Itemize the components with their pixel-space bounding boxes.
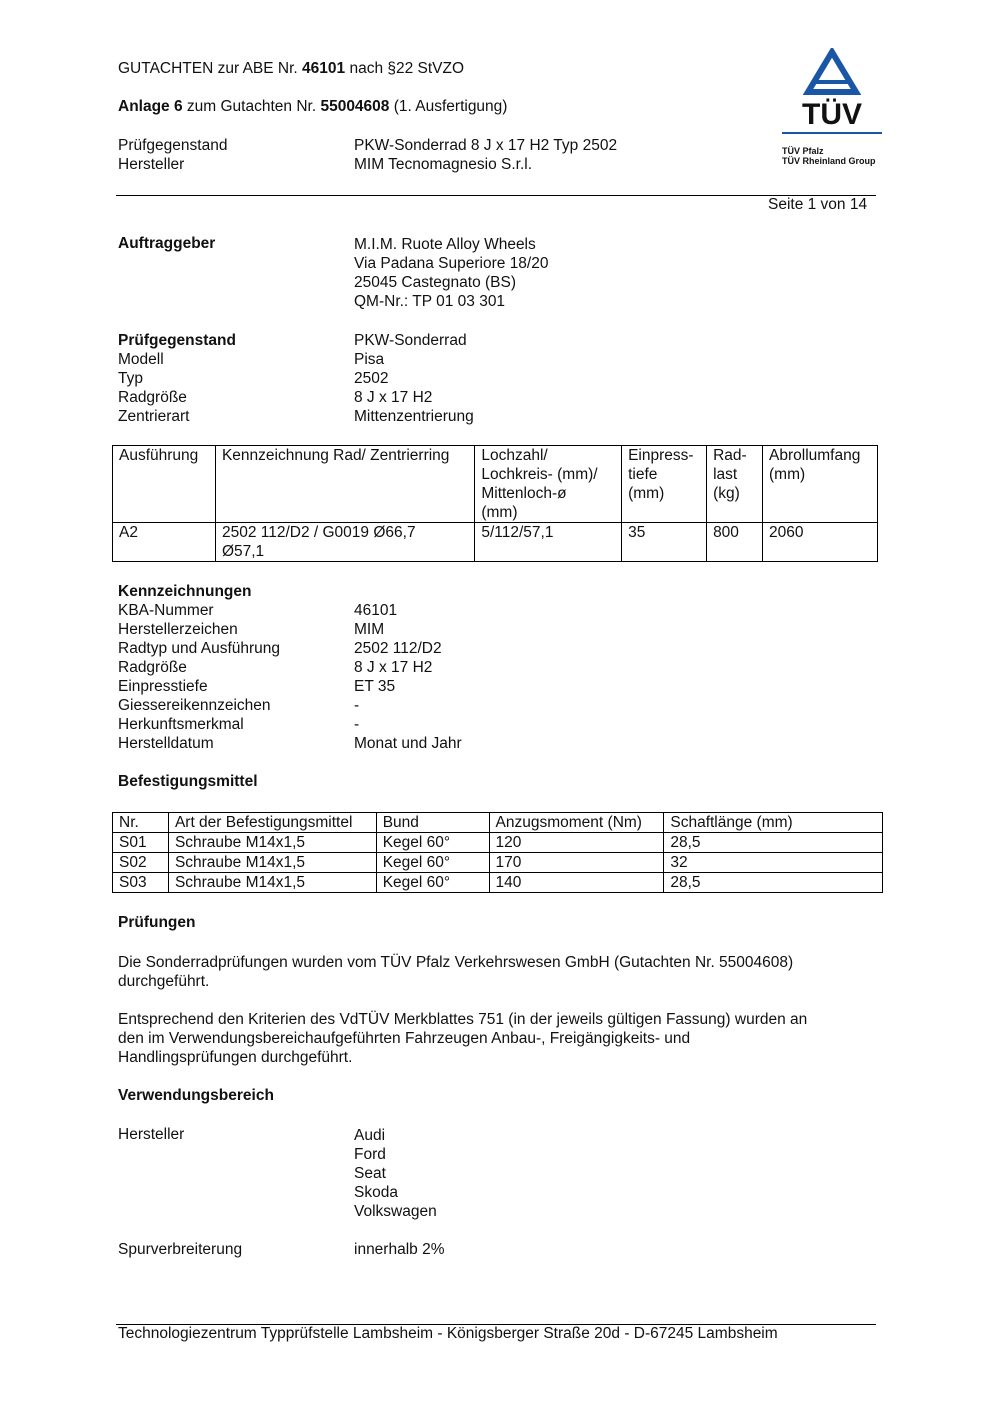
table-cell (707, 523, 763, 562)
markings-title: Kennzeichnungen (118, 583, 252, 600)
logo-line-1: TÜV Pfalz (782, 146, 824, 156)
paragraph-line: durchgeführt. (118, 973, 210, 990)
footer-address: Technologiezentrum Typprüfstelle Lambsheim - Königsberger Straße 20d - D-67245 Lambsheim (118, 1325, 778, 1342)
marking-label: Radtyp und Ausführung (118, 640, 281, 657)
type-value: 2502 (354, 370, 389, 387)
client-city: 25045 Castegnato (BS) (354, 274, 516, 291)
client-qm-number: QM-Nr.: TP 01 03 301 (354, 293, 506, 310)
model-label: Modell (118, 351, 164, 368)
marking-label: Giessereikennzeichen (118, 697, 271, 714)
cell-bolt-pattern: 5/112/57,1 (481, 524, 554, 541)
logo-rule (782, 132, 882, 134)
header-subject-label: Prüfgegenstand (118, 137, 228, 154)
tests-paragraph-2 (118, 1010, 807, 1067)
table-cell: S02 (113, 853, 169, 873)
header-bolt-pattern-4: (mm) (481, 504, 518, 521)
size-value: 8 J x 17 H2 (354, 389, 433, 406)
marking-value: 46101 (354, 602, 398, 619)
marking-value: MIM (354, 621, 385, 638)
client-label: Auftraggeber (118, 235, 216, 252)
marking-value: 2502 112/D2 (354, 640, 442, 657)
cell-offset: 35 (628, 524, 646, 541)
marking-value: ET 35 (354, 678, 396, 695)
marking-value: - (354, 716, 360, 733)
subject-values (354, 331, 474, 426)
table-cell: 140 (489, 873, 664, 893)
table-cell: Schraube M14x1,5 (168, 873, 376, 893)
markings-values (354, 601, 462, 753)
header-cell: Art der Befestigungsmittel (168, 813, 376, 833)
header-marking: Kennzeichnung Rad/ Zentrierring (221, 447, 450, 464)
table-cell (475, 523, 622, 562)
list-item: Skoda (354, 1184, 398, 1201)
marking-label: Einpresstiefe (118, 678, 208, 695)
table-cell (622, 523, 707, 562)
fasteners-table (112, 812, 883, 893)
header-divider (116, 195, 876, 196)
table-cell: 28,5 (664, 833, 883, 853)
header-offset-2: tiefe (628, 466, 658, 483)
header-load-1: Rad- (713, 447, 747, 464)
header-bolt-pattern-3: Mittenloch-ø (481, 485, 567, 502)
header-load-3: (kg) (713, 485, 740, 502)
header-bolt-pattern-1: Lochzahl/ (481, 447, 548, 464)
table-cell: Kegel 60° (376, 853, 489, 873)
marking-value: - (354, 697, 360, 714)
centering-label: Zentrierart (118, 408, 190, 425)
header-cell (215, 446, 474, 523)
marking-label: Radgröße (118, 659, 187, 676)
header-manufacturer-label: Hersteller (118, 156, 185, 173)
track-widening-value: innerhalb 2% (354, 1241, 445, 1258)
tuv-mark: TÜV (802, 98, 862, 128)
client-street: Via Padana Superiore 18/20 (354, 255, 549, 272)
cell-marking-2: Ø57,1 (221, 543, 265, 560)
table-cell: 32 (664, 853, 883, 873)
header-variant: Ausführung (119, 447, 199, 464)
page-number: Seite 1 von 14 (768, 196, 868, 213)
cell-marking-1: 2502 112/D2 / G0019 Ø66,7 (221, 524, 416, 541)
variant-table (112, 445, 878, 562)
table-cell: 28,5 (664, 873, 883, 893)
title-text: GUTACHTEN zur ABE Nr. (118, 60, 303, 77)
table-cell: Schraube M14x1,5 (168, 853, 376, 873)
tests-paragraph-1 (118, 953, 793, 991)
header-cell (475, 446, 622, 523)
marking-value: 8 J x 17 H2 (354, 659, 433, 676)
usage-manufacturer-list (354, 1126, 437, 1221)
table-cell (215, 523, 474, 562)
header-load-2: last (713, 466, 738, 483)
header-cell: Anzugsmoment (Nm) (489, 813, 664, 833)
list-item: Ford (354, 1146, 386, 1163)
list-item: Audi (354, 1127, 386, 1144)
header-circumference-1: Abrollumfang (769, 447, 861, 464)
paragraph-line: Die Sonderradprüfungen wurden vom TÜV Pfalz Verkehrswesen GmbH (Gutachten Nr. 55004608) (118, 954, 794, 971)
title-suffix: nach §22 StVZO (345, 60, 465, 77)
header-offset-1: Einpress- (628, 447, 694, 464)
header-bolt-pattern-2: Lochkreis- (mm)/ (481, 466, 598, 483)
table-row (113, 853, 883, 873)
cell-circumference: 2060 (769, 524, 804, 541)
tests-title: Prüfungen (118, 914, 196, 931)
header-cell: Schaftlänge (mm) (664, 813, 883, 833)
tuv-logo (776, 48, 888, 174)
client-address (354, 235, 548, 311)
centering-value: Mittenzentrierung (354, 408, 474, 425)
annex-mid: zum Gutachten Nr. (182, 98, 321, 115)
size-label: Radgröße (118, 389, 187, 406)
header-subject-value: PKW-Sonderrad 8 J x 17 H2 Typ 2502 (354, 137, 618, 154)
table-cell: Schraube M14x1,5 (168, 833, 376, 853)
subject-value: PKW-Sonderrad (354, 332, 467, 349)
usage-title: Verwendungsbereich (118, 1087, 274, 1104)
list-item: Seat (354, 1165, 386, 1182)
marking-label: Herstelldatum (118, 735, 214, 752)
annex-label: Anlage 6 (118, 98, 183, 115)
table-cell: 120 (489, 833, 664, 853)
paragraph-line: den im Verwendungsbereichaufgeführten Fahrzeugen Anbau-, Freigängigkeits- und (118, 1030, 691, 1047)
table-cell (113, 523, 216, 562)
table-row (113, 833, 883, 853)
marking-value: Monat und Jahr (354, 735, 462, 752)
marking-label: KBA-Nummer (118, 602, 214, 619)
table-cell: S03 (113, 873, 169, 893)
cell-variant: A2 (119, 524, 138, 541)
cell-load: 800 (713, 524, 739, 541)
usage-manufacturer-label: Hersteller (118, 1126, 185, 1143)
type-label: Typ (118, 370, 143, 387)
marking-label: Herkunftsmerkmal (118, 716, 244, 733)
annex-suffix: (1. Ausfertigung) (389, 98, 508, 115)
abe-number: 46101 (302, 60, 346, 77)
tuv-triangle-icon (776, 48, 888, 128)
report-title (118, 60, 464, 78)
table-cell (763, 523, 878, 562)
header-cell (622, 446, 707, 523)
subject-label: Prüfgegenstand (118, 332, 236, 349)
header-cell (113, 446, 216, 523)
model-value: Pisa (354, 351, 385, 368)
variant-header-row (113, 446, 878, 523)
paragraph-line: Handlingsprüfungen durchgeführt. (118, 1049, 353, 1066)
table-cell: Kegel 60° (376, 873, 489, 893)
track-widening-label: Spurverbreiterung (118, 1241, 243, 1258)
table-cell: Kegel 60° (376, 833, 489, 853)
header-cell (707, 446, 763, 523)
subject-labels (118, 331, 236, 426)
annex-line (118, 98, 507, 116)
table-cell: S01 (113, 833, 169, 853)
client-name: M.I.M. Ruote Alloy Wheels (354, 236, 536, 253)
report-number: 55004608 (320, 98, 390, 115)
fasteners-title: Befestigungsmittel (118, 773, 258, 790)
header-cell: Bund (376, 813, 489, 833)
paragraph-line: Entsprechend den Kriterien des VdTÜV Merkblattes 751 (in der jeweils gültigen Fassung) wurden an (118, 1011, 808, 1028)
header-manufacturer-value: MIM Tecnomagnesio S.r.l. (354, 156, 533, 173)
logo-line-2: TÜV Rheinland Group (782, 156, 876, 166)
variant-row (113, 523, 878, 562)
table-cell: 170 (489, 853, 664, 873)
table-row (113, 873, 883, 893)
list-item: Volkswagen (354, 1203, 437, 1220)
header-circumference-2: (mm) (769, 466, 806, 483)
marking-label: Herstellerzeichen (118, 621, 238, 638)
fasteners-header-row (113, 813, 883, 833)
header-cell: Nr. (113, 813, 169, 833)
header-offset-3: (mm) (628, 485, 665, 502)
markings-labels (118, 582, 280, 753)
header-cell (763, 446, 878, 523)
